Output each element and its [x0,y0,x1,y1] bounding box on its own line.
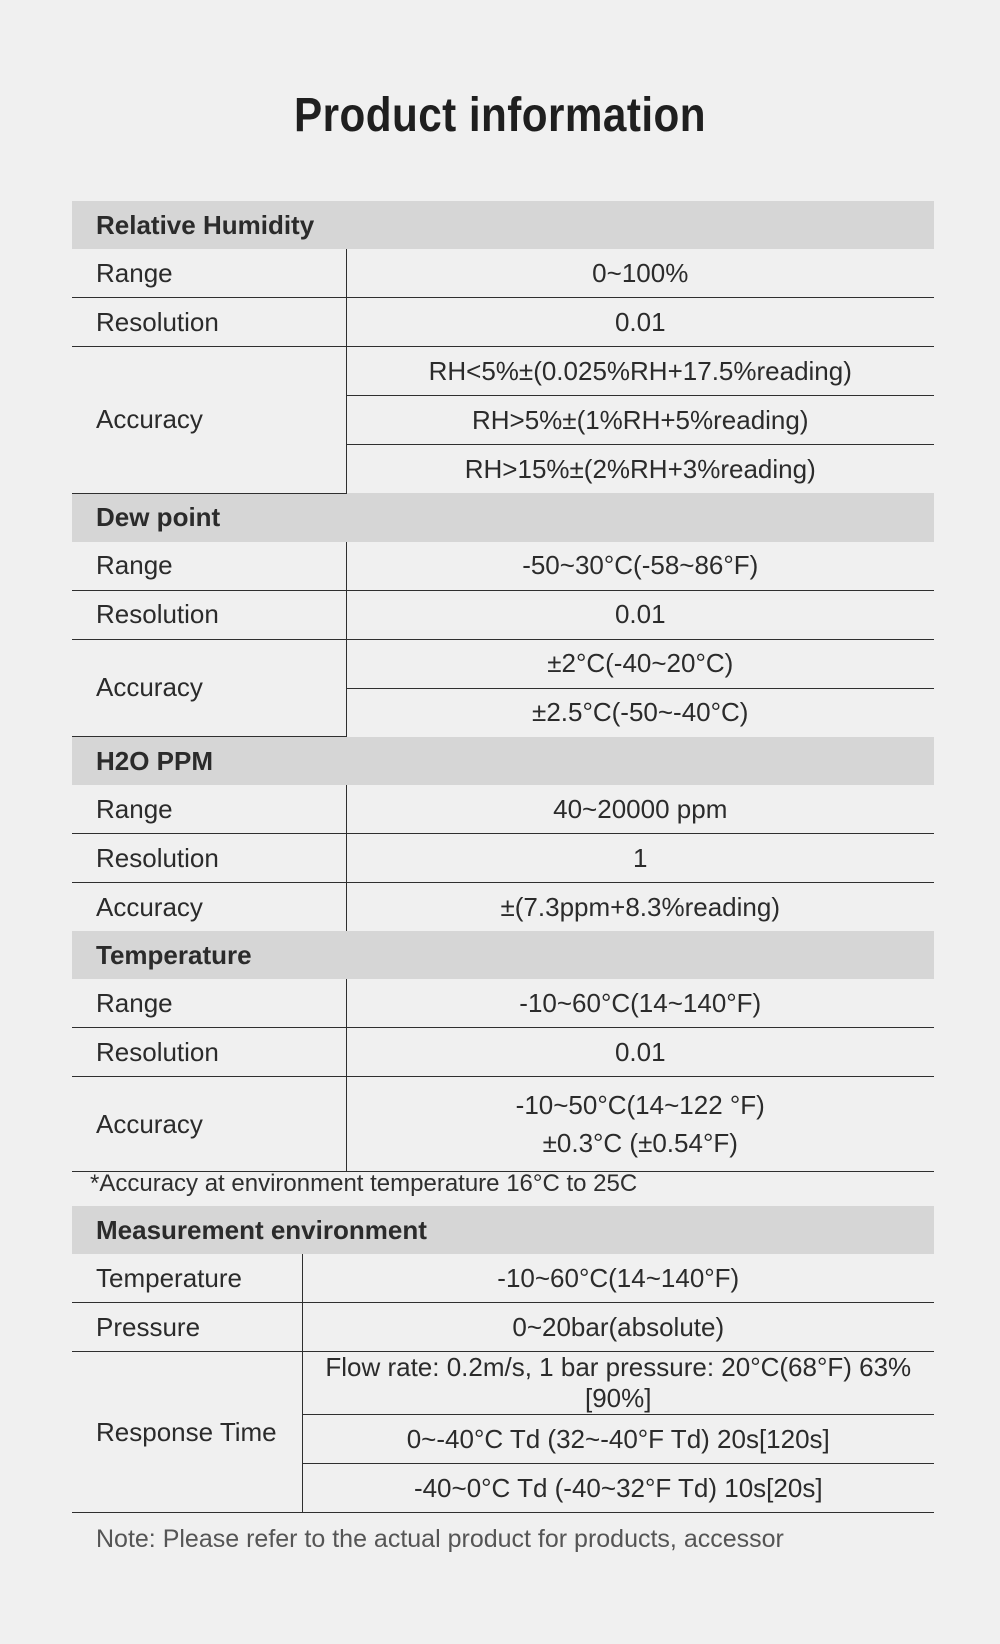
accuracy-line: ±0.3°C (±0.54°F) [542,1128,738,1158]
table-row [72,1254,934,1303]
row-value: RH<5%±(0.025%RH+17.5%reading) [346,347,934,396]
row-value: ±2°C(-40~20°C) [346,639,934,688]
section-header-h2o-ppm [72,737,934,786]
row-value: 0~20bar(absolute) [302,1303,934,1352]
table-row [72,639,934,688]
row-label: Range [72,249,346,298]
row-value: 0.01 [346,298,934,347]
footnote: *Accuracy at environment temperature 16°C to 25C [90,1170,638,1197]
table-row [72,883,934,932]
row-label: Resolution [72,834,346,883]
section-title: H2O PPM [72,737,934,786]
page-title: Product information [294,89,706,142]
row-label: Range [72,979,346,1028]
section-header-dew-point [72,493,934,542]
row-value: -10~60°C(14~140°F) [346,979,934,1028]
row-value: ±2.5°C(-50~-40°C) [532,697,749,727]
table-row [72,298,934,347]
table-row [72,979,934,1028]
row-label: Range [72,542,346,591]
section-title: Dew point [72,493,934,542]
section-header-humidity [72,201,934,249]
row-value: 0~-40°C Td (32~-40°F Td) 20s[120s] [302,1415,934,1464]
row-label: Accuracy [72,883,346,932]
row-label: Resolution [72,298,346,347]
accuracy-line: -10~50°C(14~122 °F) [515,1090,765,1120]
row-value: 0.01 [346,590,934,639]
table-row [72,347,934,396]
spec-table [72,201,934,1172]
row-value: RH>15%±(2%RH+3%reading) [464,453,816,484]
row-value: 1 [346,834,934,883]
section-title: Relative Humidity [72,201,934,249]
table-row [72,1028,934,1077]
row-label: Resolution [72,590,346,639]
table-row [72,249,934,298]
row-value: 0~100% [346,249,934,298]
row-value: RH>5%±(1%RH+5%reading) [346,396,934,445]
table-row [72,590,934,639]
row-value: -50~30°C(-58~86°F) [346,542,934,591]
table-row [72,785,934,834]
section-title: Temperature [72,931,934,979]
row-label: Temperature [72,1254,302,1303]
row-label: Accuracy [72,1077,346,1172]
row-label: Resolution [72,1028,346,1077]
row-label: Response Time [72,1352,302,1513]
row-value: -40~0°C Td (-40~32°F Td) 10s[20s] [302,1464,934,1513]
table-row [72,834,934,883]
section-header-temperature [72,931,934,979]
row-value: 40~20000 ppm [346,785,934,834]
row-value: 0.01 [346,1028,934,1077]
table-row [72,542,934,591]
row-value: ±(7.3ppm+8.3%reading) [500,891,780,922]
row-value: -10~60°C(14~140°F) [302,1254,934,1303]
row-label: Accuracy [72,347,346,494]
table-row [72,1352,934,1415]
row-value [346,1077,934,1172]
section-header-environment [72,1206,934,1254]
row-value: Flow rate: 0.2m/s, 1 bar pressure: 20°C(68°F) 63%[90%] [302,1352,934,1415]
note-text: Note: Please refer to the actual product for products, accessor [96,1525,784,1553]
section-title: Measurement environment [72,1206,934,1254]
table-row [72,1303,934,1352]
table-row [72,1077,934,1172]
row-label: Accuracy [72,639,346,737]
row-label: Pressure [72,1303,302,1352]
environment-table [72,1206,934,1513]
row-label: Range [72,785,346,834]
